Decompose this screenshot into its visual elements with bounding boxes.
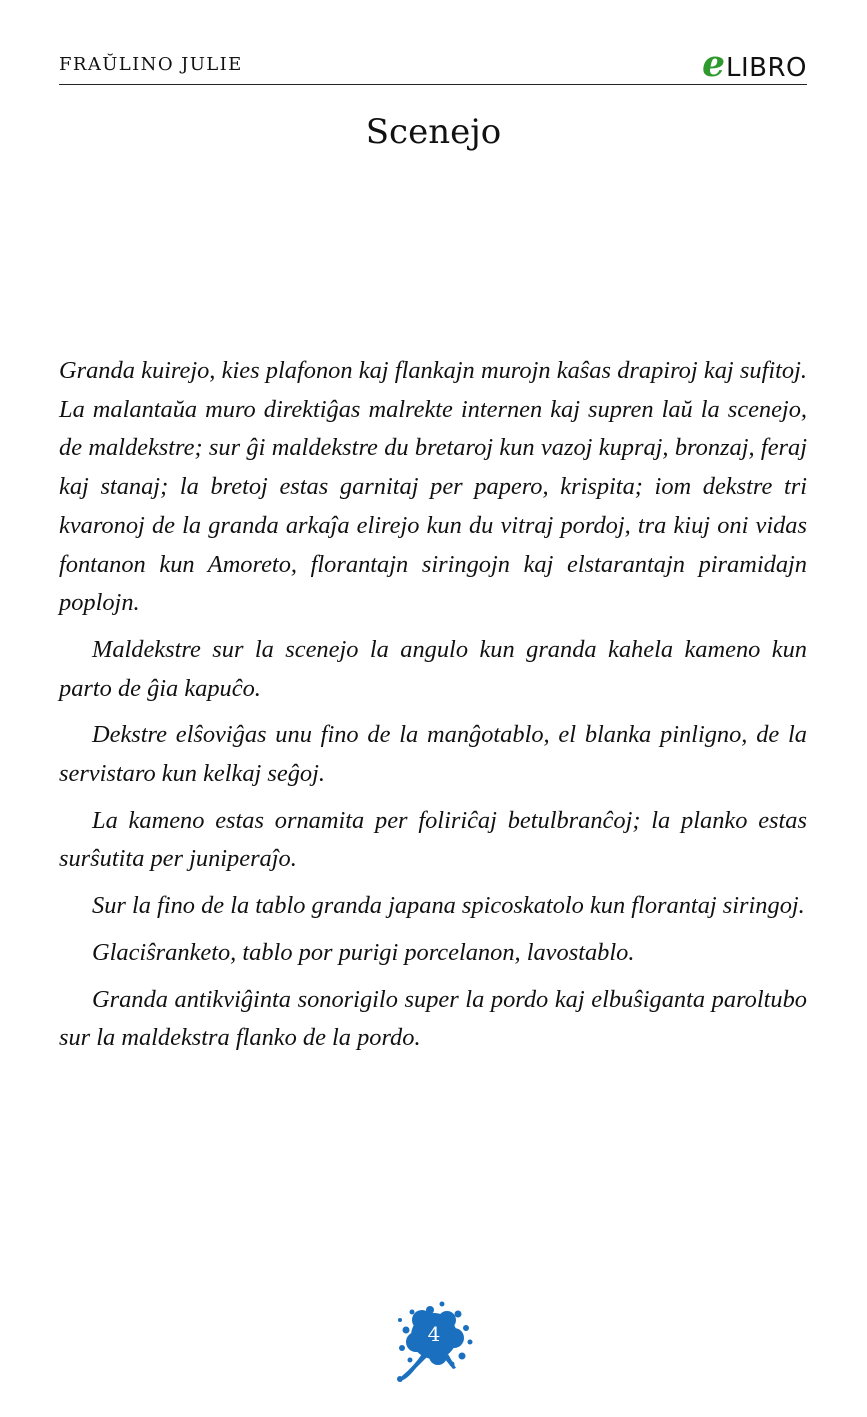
running-book-title: FRAŬLINO JULIE [59, 54, 243, 75]
chapter-title: Scenejo [365, 112, 502, 152]
logo-word: LIBRO [725, 53, 807, 83]
paragraph-2: Maldekstre sur la scenejo la angulo kun granda kahela kameno kun parto de ĝia kapuĉo. [59, 635, 807, 702]
paragraph-5: Sur la fino de la tablo granda japana spicoskatolo kun florantaj siringoj. [92, 892, 805, 920]
paragraph-7: Granda antikviĝinta sonorigilo super la pordo kaj elbuŝiganta paroltubo sur la maldekstra flanko de la pordo. [59, 985, 807, 1052]
logo-letter-e: e [702, 43, 725, 85]
elibro-logo [702, 43, 807, 85]
paragraph-3: Dekstre elŝoviĝas unu fino de la manĝotablo, el blanka pinligno, de la servistaro kun kelkaj seĝoj. [59, 721, 807, 788]
page-number: 4 [427, 1322, 441, 1346]
paragraph-1: Granda kuirejo, kies plafonon kaj flankajn murojn kaŝas drapiroj kaj sufitoj. La malantaŭa muro direktiĝas malrekte internen kaj supren laŭ la scenejo, de maldekstre; sur ĝi maldekstre du bretaroj kun vazoj kupraj, bronzaj, feraj kaj stanaj; la bretoj estas garnitaj per papero, krispita; iom dekstre tri kvaronoj de la granda arkaĵa elirejo kun du vitraj pordoj, tra kiuj oni vidas fontanon kun Amoreto, florantajn siringojn kaj elstarantajn piramidajn poplojn. [59, 357, 807, 617]
paragraph-6: Glaciŝranketo, tablo por purigi porcelanon, lavostablo. [92, 938, 635, 966]
stage-directions-text [59, 352, 807, 1066]
page-number-badge [392, 1298, 476, 1384]
paragraph-4: La kameno estas ornamita per foliriĉaj betulbranĉoj; la planko estas surŝutita per juniperaĵo. [59, 806, 807, 873]
page-header [59, 43, 807, 85]
